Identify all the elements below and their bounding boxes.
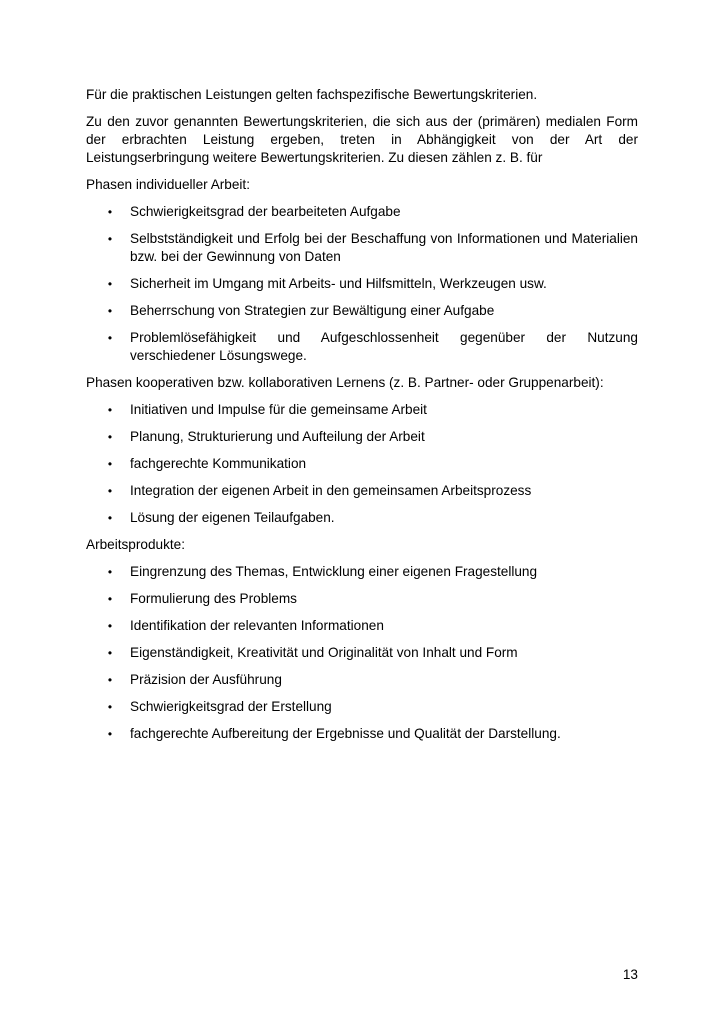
list-item-text: Schwierigkeitsgrad der bearbeiteten Aufgabe [130, 204, 401, 219]
bullet-icon: • [107, 592, 113, 606]
list-item-text: Problemlösefähigkeit und Aufgeschlossenheit gegenüber der Nutzung verschiedener Lösungswege. [130, 330, 638, 363]
list-item-text: Eingrenzung des Themas, Entwicklung einer eigenen Fragestellung [130, 564, 538, 579]
list-item [86, 401, 638, 419]
list-item-text: Selbstständigkeit und Erfolg bei der Beschaffung von Informationen und Materialien bzw. bei der Gewinnung von Daten [130, 231, 638, 264]
list-item-text: Präzision der Ausführung [130, 672, 282, 687]
list-item-text: Integration der eigenen Arbeit in den gemeinsamen Arbeitsprozess [130, 483, 532, 498]
list-item [86, 671, 638, 689]
list-item-text: Beherrschung von Strategien zur Bewältigung einer Aufgabe [130, 303, 495, 318]
list-item-text: fachgerechte Aufbereitung der Ergebnisse und Qualität der Darstellung. [130, 726, 561, 741]
list-item [86, 275, 638, 293]
bullet-icon: • [107, 403, 113, 417]
list-item [86, 725, 638, 743]
list-item [86, 428, 638, 446]
list-item [86, 203, 638, 221]
list-item [86, 482, 638, 500]
bullet-icon: • [107, 205, 113, 219]
list-item-text: fachgerechte Kommunikation [130, 456, 307, 471]
bullet-icon: • [107, 673, 113, 687]
list-item-text: Eigenständigkeit, Kreativität und Originalität von Inhalt und Form [130, 645, 518, 660]
list-item [86, 302, 638, 320]
bullet-icon: • [107, 304, 113, 318]
bullet-icon: • [107, 484, 113, 498]
list-item-text: Initiativen und Impulse für die gemeinsame Arbeit [130, 402, 427, 417]
section-heading-individual: Phasen individueller Arbeit: [86, 177, 250, 192]
list-item-text: Planung, Strukturierung und Aufteilung der Arbeit [130, 429, 425, 444]
list-item-text: Formulierung des Problems [130, 591, 297, 606]
bullet-icon: • [107, 331, 113, 345]
bullet-icon: • [107, 511, 113, 525]
bullet-icon: • [107, 619, 113, 633]
bullet-icon: • [107, 565, 113, 579]
list-cooperative-learning [86, 401, 638, 527]
criteria-paragraph: Zu den zuvor genannten Bewertungskriterien, die sich aus der (primären) medialen Form der erbrachten Leistung ergeben, treten in Abhängigkeit von der Art der Leistungserbringung weitere Bewertungskriterien. Zu diesen zählen z. B. für [86, 114, 638, 165]
list-item [86, 698, 638, 716]
list-item [86, 455, 638, 473]
list-work-products [86, 563, 638, 743]
bullet-icon: • [107, 646, 113, 660]
list-item [86, 617, 638, 635]
bullet-icon: • [107, 232, 113, 246]
list-item-text: Sicherheit im Umgang mit Arbeits- und Hilfsmitteln, Werkzeugen usw. [130, 276, 547, 291]
bullet-icon: • [107, 700, 113, 714]
bullet-icon: • [107, 457, 113, 471]
intro-paragraph: Für die praktischen Leistungen gelten fachspezifische Bewertungskriterien. [86, 87, 538, 102]
list-item [86, 590, 638, 608]
section-heading-cooperative: Phasen kooperativen bzw. kollaborativen Lernens (z. B. Partner- oder Gruppenarbeit): [86, 375, 604, 390]
list-individual-work [86, 203, 638, 365]
list-item [86, 563, 638, 581]
bullet-icon: • [107, 727, 113, 741]
list-item [86, 509, 638, 527]
list-item [86, 644, 638, 662]
page-content [86, 86, 638, 752]
list-item [86, 230, 638, 266]
bullet-icon: • [107, 430, 113, 444]
list-item [86, 329, 638, 365]
list-item-text: Lösung der eigenen Teilaufgaben. [130, 510, 335, 525]
section-heading-work-products: Arbeitsprodukte: [86, 537, 185, 552]
list-item-text: Schwierigkeitsgrad der Erstellung [130, 699, 332, 714]
list-item-text: Identifikation der relevanten Informationen [130, 618, 384, 633]
page-number: 13 [622, 967, 638, 982]
bullet-icon: • [107, 277, 113, 291]
